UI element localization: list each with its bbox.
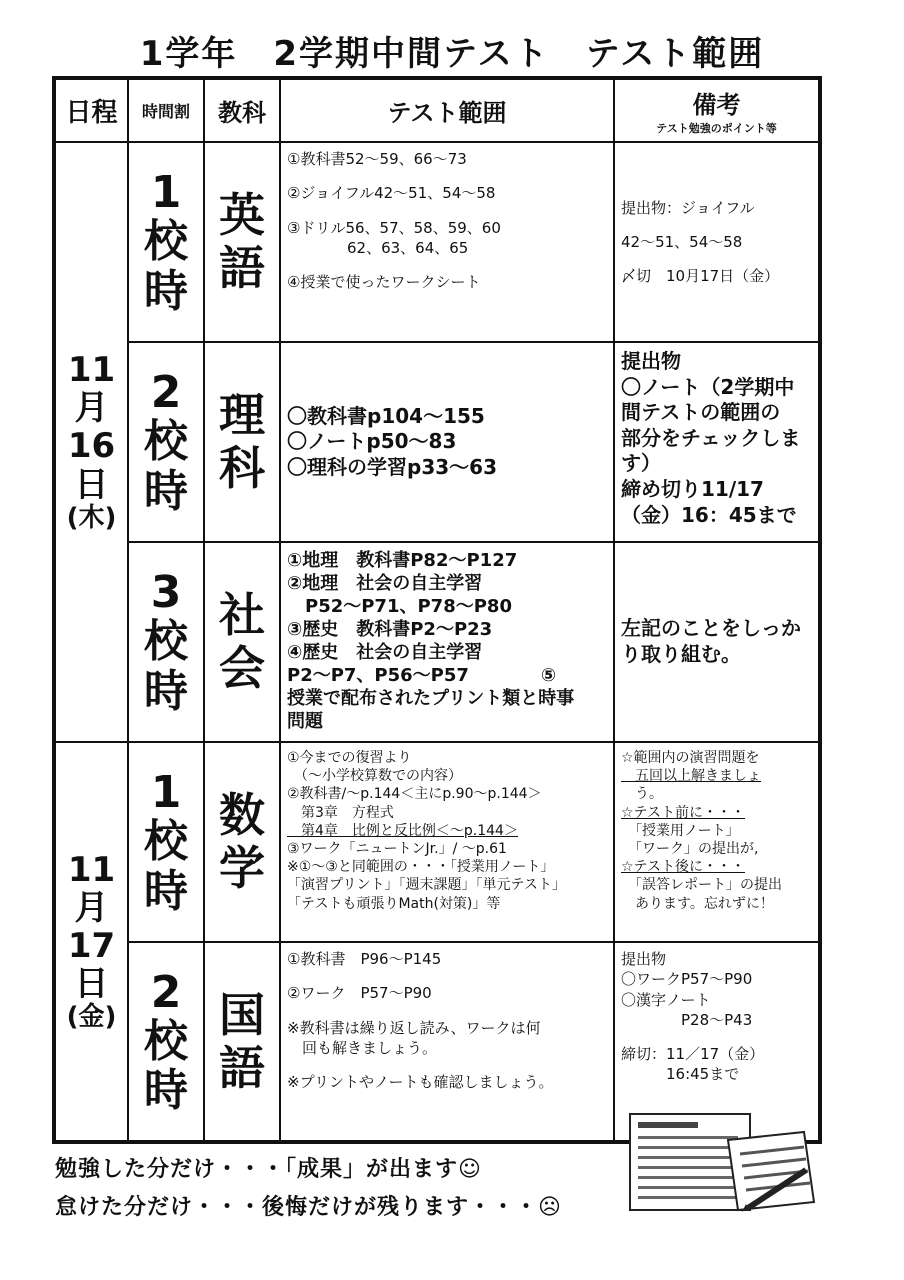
header-notes <box>614 78 820 142</box>
range-math: ①今までの復習より （～小学校算数での内容） ②教科書/～p.144＜主にp.90～p.144＞ 第3章 方程式 第4章 比例と反比例＜～p.144＞ ③ワーク「ニュートンJr.」/ ～p.61 ※①～③と同範囲の・・・「授業用ノート」 「演習プリント」「週末課題」「単元テスト」 「テストも頑張りMath(対策)」等 <box>280 742 614 942</box>
header-date: 日程 <box>54 78 128 142</box>
table-row <box>54 342 820 542</box>
footer-line-1: 勉強した分だけ・・・「成果」が出ます☺ <box>55 1157 482 1182</box>
test-paper-pencil-icon <box>628 1110 818 1214</box>
notes-science: 提出物 〇ノート（2学期中 間テストの範囲の 部分をチェックしま す） 締め切り11/17 （金）16：45まで <box>614 342 820 542</box>
range-japanese: ①教科書 P96～P145 ②ワーク P57～P90 ※教科書は繰り返し読み、ワークは何 回も解きましょう。 ※プリントやノートも確認しましょう。 <box>280 942 614 1142</box>
subject-math: 数 学 <box>204 742 280 942</box>
table-row <box>54 742 820 942</box>
range-english: ①教科書52～59、66～73 ②ジョイフル42～51、54～58 ③ドリル56、57、58、59、60 62、63、64、65 ④授業で使ったワークシート <box>280 142 614 342</box>
date-cell-day2: 11 月 17 日 (金) <box>54 742 128 1142</box>
period-cell: 1 校 時 <box>128 142 204 342</box>
period-cell: 2 校 時 <box>128 342 204 542</box>
notes-japanese: 提出物 〇ワークP57～P90 〇漢字ノート P28～P43 締切：11／17（金） 16:45まで <box>614 942 820 1142</box>
table-row <box>54 542 820 742</box>
page-title: 1学年 2学期中間テスト テスト範囲 <box>139 34 765 74</box>
header-notes-subtitle: テスト勉強のポイント等 <box>656 122 777 135</box>
notes-english: 提出物：ジョイフル 42～51、54～58 〆切 10月17日（金） <box>614 142 820 342</box>
range-social: ①地理 教科書P82～P127 ②地理 社会の自主学習 P52～P71、P78～P80 ③歴史 教科書P2～P23 ④歴史 社会の自主学習 P2～P7、P56～P57 ⑤ 授業で配布されたプリント類と時事 問題 <box>280 542 614 742</box>
range-science: 〇教科書p104～155 〇ノートp50～83 〇理科の学習p33～63 <box>280 342 614 542</box>
period-cell: 3 校 時 <box>128 542 204 742</box>
header-subject: 教科 <box>204 78 280 142</box>
header-period: 時間割 <box>128 78 204 142</box>
subject-japanese: 国 語 <box>204 942 280 1142</box>
notes-social: 左記のことをしっか り取り組む。 <box>614 542 820 742</box>
subject-science: 理 科 <box>204 342 280 542</box>
subject-social: 社 会 <box>204 542 280 742</box>
header-range: テスト範囲 <box>280 78 614 142</box>
schedule-table <box>52 76 822 1144</box>
header-notes-title: 備考 <box>692 91 741 119</box>
header-row <box>54 78 820 142</box>
period-cell: 1 校 時 <box>128 742 204 942</box>
notes-math: ☆範囲内の演習問題を 五回以上解きましょ う。 ☆テスト前に・・・ 「授業用ノート」 「ワーク」の提出が, ☆テスト後に・・・ 「誤答レポート」の提出 あります。忘れずに！ <box>614 742 820 942</box>
footer-line-2: 怠けた分だけ・・・後悔だけが残ります・・・☹ <box>55 1195 562 1220</box>
period-cell: 2 校 時 <box>128 942 204 1142</box>
date-cell-day1: 11 月 16 日 (木) <box>54 142 128 742</box>
subject-english: 英 語 <box>204 142 280 342</box>
table-row <box>54 142 820 342</box>
